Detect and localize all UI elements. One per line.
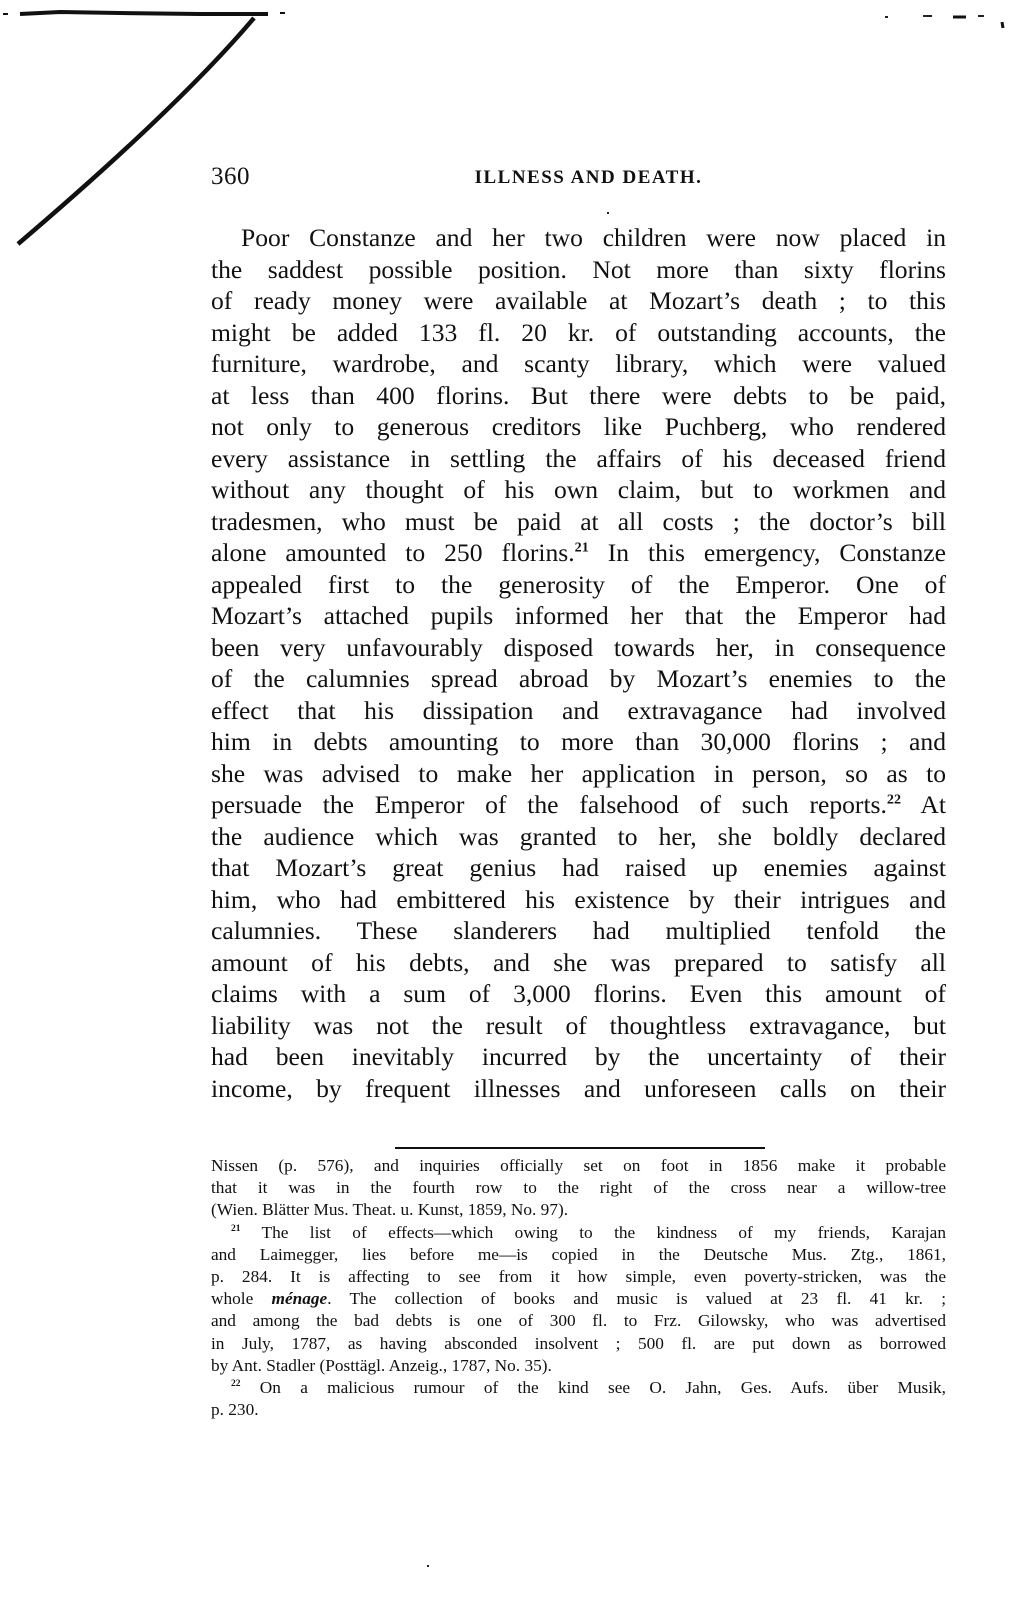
italic-term: ménage	[271, 1289, 328, 1309]
body-text-span: In this emergency, Constanze	[588, 538, 946, 567]
body-line: Poor Constanze and her two children were now placed in	[241, 223, 946, 252]
body-line: income, by frequent illnesses and unforeseen calls on their	[211, 1073, 946, 1103]
body-line: had been inevitably incurred by the uncertainty of their	[211, 1042, 946, 1071]
scan-speck	[607, 212, 609, 214]
body-line: the audience which was granted to her, she boldly declared	[211, 821, 946, 851]
running-head	[211, 163, 946, 197]
body-line: every assistance in settling the affairs of his deceased friend	[211, 443, 946, 473]
footnote-text-span: whole	[211, 1289, 272, 1309]
body-line: effect that his dissipation and extravagance had involved	[211, 695, 946, 725]
footnote-line: that it was in the fourth row to the right of the cross near a willow-tree	[211, 1178, 946, 1198]
footnote-ref-22[interactable]: 22	[886, 791, 901, 808]
body-text-span: At	[901, 790, 946, 819]
footnote-marker-22: 22	[231, 1379, 241, 1390]
running-title: ILLNESS AND DEATH.	[474, 167, 703, 188]
body-line	[211, 789, 946, 821]
body-line: of the calumnies spread abroad by Mozart’s enemies to the	[211, 664, 946, 693]
footnote-line: and Laimegger, lies before me—is copied in the Deutsche Mus. Ztg., 1861,	[211, 1244, 946, 1264]
body-line: at less than 400 florins. But there were debts to be paid,	[211, 380, 946, 410]
body-line: might be added 133 fl. 20 kr. of outstanding accounts, the	[211, 317, 946, 347]
body-line: tradesmen, who must be paid at all costs ; the doctor’s bill	[211, 506, 946, 536]
body-line: been very unfavourably disposed towards her, in consequence	[211, 632, 946, 662]
footnote-ref-21[interactable]: 21	[574, 539, 589, 556]
footnote-line: Nissen (p. 576), and inquiries officially set on foot in 1856 make it probable	[211, 1156, 946, 1175]
body-text-span: alone amounted to 250 florins.	[211, 538, 575, 567]
footnote-line	[211, 1288, 946, 1310]
footnote-line: (Wien. Blätter Mus. Theat. u. Kunst, 1859, No. 97).	[211, 1200, 569, 1220]
footnote-21	[211, 1222, 946, 1377]
footnote-text-span: On a malicious rumour of the kind see O. Jahn, Ges. Aufs. über Musik,	[240, 1377, 946, 1397]
body-line: not only to generous creditors like Puchberg, who rendered	[211, 412, 946, 441]
footnote-line	[211, 1222, 946, 1244]
footnote-line: by Ant. Stadler (Posttägl. Anzeig., 1787, No. 35).	[211, 1355, 552, 1375]
footnote-marker-21: 21	[231, 1223, 241, 1234]
scan-speck	[427, 1565, 429, 1567]
body-line: calumnies. These slanderers had multiplied tenfold the	[211, 916, 946, 945]
footnote-line: p. 230.	[211, 1400, 259, 1420]
page-number: 360	[211, 163, 250, 190]
footnote-text-span: The list of effects—which owing to the kindness of my friends, Karajan	[240, 1222, 946, 1242]
body-line: claims with a sum of 3,000 florins. Even this amount of	[211, 979, 946, 1008]
body-line: the saddest possible position. Not more than sixty florins	[211, 254, 946, 284]
body-line: furniture, wardrobe, and scanty library, which were valued	[211, 349, 946, 378]
footnote-22	[211, 1377, 946, 1421]
footnote-text-span: . The collection of books and music is valued at 23 fl. 41 kr. ;	[327, 1289, 946, 1309]
body-line: that Mozart’s great genius had raised up enemies against	[211, 853, 946, 882]
body-line	[211, 537, 946, 569]
body-line: him, who had embittered his existence by their intrigues and	[211, 884, 946, 914]
footnote-line: and among the bad debts is one of 300 fl. to Frz. Gilowsky, who was advertised	[211, 1311, 946, 1331]
body-line: she was advised to make her application in person, so as to	[211, 758, 946, 788]
footnote-line: p. 284. It is affecting to see from it how simple, even poverty-stricken, was the	[211, 1266, 946, 1286]
footnote-continued	[211, 1155, 946, 1222]
body-line: without any thought of his own claim, but to workmen and	[211, 475, 946, 504]
body-line: appealed first to the generosity of the Emperor. One of	[211, 569, 946, 599]
footnotes	[211, 1155, 946, 1421]
body-text-span: persuade the Emperor of the falsehood of such reports.	[211, 790, 887, 819]
body-line: Mozart’s attached pupils informed her that the Emperor had	[211, 601, 946, 630]
body-paragraph	[211, 222, 946, 1104]
body-line: amount of his debts, and she was prepared to satisfy all	[211, 947, 946, 977]
body-line: liability was not the result of thoughtless extravagance, but	[211, 1010, 946, 1040]
body-line: him in debts amounting to more than 30,000 florins ; and	[211, 727, 946, 756]
footnote-line: in July, 1787, as having absconded insolvent ; 500 fl. are put down as borrowed	[211, 1333, 946, 1353]
body-line: of ready money were available at Mozart’s death ; to this	[211, 286, 946, 315]
scan-artifact-stroke	[0, 0, 1034, 260]
footnote-divider	[395, 1147, 765, 1149]
footnote-line	[211, 1377, 946, 1399]
